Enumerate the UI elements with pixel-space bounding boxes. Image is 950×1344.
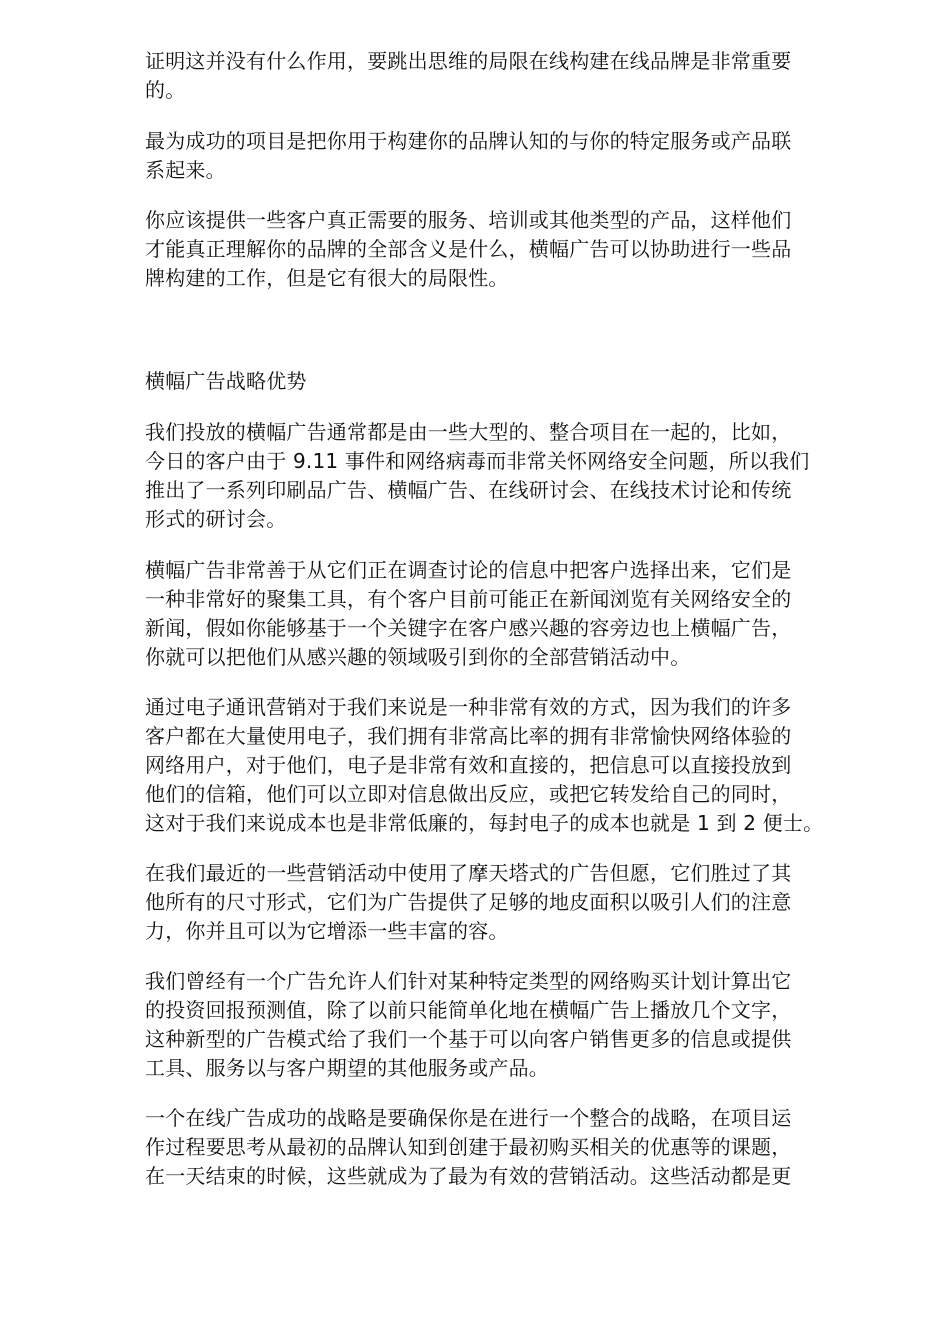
paragraph-6-line-2: 一种非常好的聚集工具，有个客户目前可能正在新闻浏览有关网络安全的 bbox=[145, 587, 792, 611]
paragraph-9-line-2: 的投资回报预测值，除了以前只能简单化地在横幅广告上播放几个文字， bbox=[145, 998, 792, 1022]
paragraph-6-line-3: 新闻，假如你能够基于一个关键字在客户感兴趣的容旁边也上横幅广告， bbox=[145, 616, 792, 640]
paragraph-9-line-4: 工具、服务以与客户期望的其他服务或产品。 bbox=[145, 1056, 549, 1080]
paragraph-10-line-3: 在一天结束的时候，这些就成为了最为有效的营销活动。这些活动都是更 bbox=[145, 1164, 792, 1188]
paragraph-10-line-2: 作过程要思考从最初的品牌认知到创建于最初购买相关的优惠等的课题， bbox=[145, 1135, 792, 1159]
paragraph-6-line-4: 你就可以把他们从感兴趣的领域吸引到你的全部营销活动中。 bbox=[145, 645, 691, 669]
paragraph-8-line-3: 力，你并且可以为它增添一些丰富的容。 bbox=[145, 919, 509, 943]
section-heading: 横幅广告战略优势 bbox=[145, 369, 307, 393]
paragraph-1-line-2: 的。 bbox=[145, 78, 186, 102]
paragraph-5-line-1: 我们投放的横幅广告通常都是由一些大型的、整合项目在一起的，比如， bbox=[145, 420, 792, 444]
paragraph-7-line-1: 通过电子通讯营销对于我们来说是一种非常有效的方式，因为我们的许多 bbox=[145, 695, 792, 719]
paragraph-1-line-1: 证明这并没有什么作用，要跳出思维的局限在线构建在线品牌是非常重要 bbox=[145, 49, 792, 73]
paragraph-5-line-3: 推出了一系列印刷品广告、横幅广告、在线研讨会、在线技术讨论和传统 bbox=[145, 478, 792, 502]
paragraph-3-line-1: 你应该提供一些客户真正需要的服务、培训或其他类型的产品，这样他们 bbox=[145, 208, 792, 232]
paragraph-7-line-2: 客户都在大量使用电子，我们拥有非常高比率的拥有非常愉快网络体验的 bbox=[145, 724, 792, 748]
paragraph-8-line-2: 他所有的尺寸形式，它们为广告提供了足够的地皮面积以吸引人们的注意 bbox=[145, 890, 792, 914]
paragraph-7-line-4: 他们的信箱，他们可以立即对信息做出反应，或把它转发给自己的同时， bbox=[145, 782, 792, 806]
paragraph-3-line-2: 才能真正理解你的品牌的全部含义是什么，横幅广告可以协助进行一些品 bbox=[145, 237, 792, 261]
paragraph-7-line-5: 这对于我们来说成本也是非常低廉的，每封电子的成本也就是 1 到 2 便士。 bbox=[145, 811, 824, 835]
paragraph-2-line-2: 系起来。 bbox=[145, 158, 226, 182]
paragraph-9-line-3: 这种新型的广告模式给了我们一个基于可以向客户销售更多的信息或提供 bbox=[145, 1027, 792, 1051]
paragraph-9-line-1: 我们曾经有一个广告允许人们针对某种特定类型的网络购买计划计算出它 bbox=[145, 969, 792, 993]
paragraph-5-line-4: 形式的研讨会。 bbox=[145, 507, 287, 531]
paragraph-7-line-3: 网络用户，对于他们，电子是非常有效和直接的，把信息可以直接投放到 bbox=[145, 753, 792, 777]
paragraph-8-line-1: 在我们最近的一些营销活动中使用了摩天塔式的广告但愿，它们胜过了其 bbox=[145, 861, 792, 885]
paragraph-5-line-2: 今日的客户由于 9.11 事件和网络病毒而非常关怀网络安全问题，所以我们 bbox=[145, 449, 810, 473]
paragraph-2-line-1: 最为成功的项目是把你用于构建你的品牌认知的与你的特定服务或产品联 bbox=[145, 129, 792, 153]
paragraph-3-line-3: 牌构建的工作，但是它有很大的局限性。 bbox=[145, 266, 509, 290]
paragraph-6-line-1: 横幅广告非常善于从它们正在调查讨论的信息中把客户选择出来，它们是 bbox=[145, 558, 792, 582]
paragraph-10-line-1: 一个在线广告成功的战略是要确保你是在进行一个整合的战略，在项目运 bbox=[145, 1106, 792, 1130]
